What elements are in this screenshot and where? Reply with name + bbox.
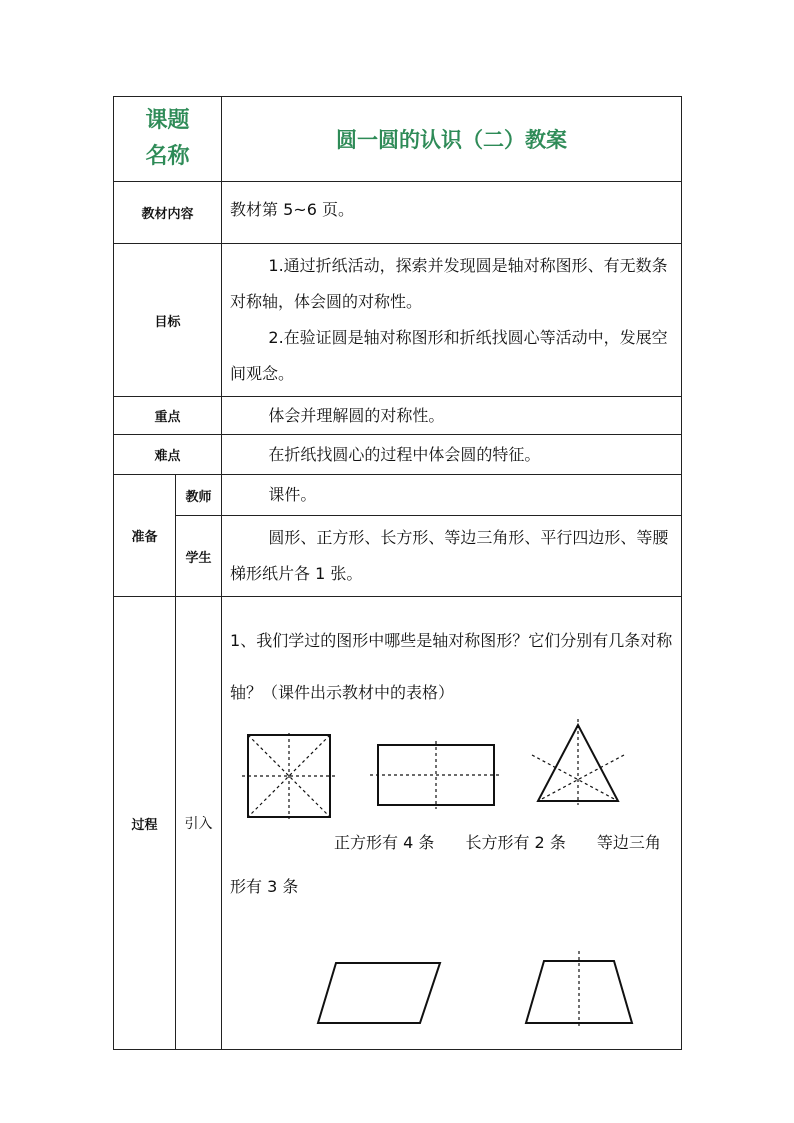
key-point-row (114, 397, 682, 435)
preparation-student-row (114, 516, 682, 597)
lesson-title: 圆一圆的认识（二）教案 (222, 97, 682, 182)
symmetric-figures (230, 719, 675, 839)
material-row (114, 182, 682, 244)
parallelogram-figure (316, 959, 446, 1029)
teacher-label: 教师 (176, 475, 222, 516)
goals-row (114, 244, 682, 397)
caption-square: 正方形有 4 条 (334, 833, 435, 852)
rectangle-figure (370, 741, 500, 811)
key-point-label: 重点 (114, 397, 222, 435)
difficulty-label: 难点 (114, 435, 222, 475)
material-label: 教材内容 (114, 182, 222, 244)
trapezoid-figure (520, 949, 640, 1029)
topic-label-cell (114, 97, 222, 182)
caption-triangle: 等边三角形有 3 条 (230, 833, 661, 896)
goal-item-1: 1.通过折纸活动，探索并发现圆是轴对称图形、有无数条对称轴，体会圆的对称性。 (230, 256, 668, 311)
triangle-figure (528, 719, 628, 809)
lesson-plan-table (113, 96, 682, 1050)
key-point-text: 体会并理解圆的对称性。 (222, 397, 682, 435)
header-row (114, 97, 682, 182)
process-content (222, 597, 682, 1050)
student-label: 学生 (176, 516, 222, 597)
material-text: 教材第 5~6 页。 (222, 182, 682, 244)
topic-label-line2: 名称 (145, 144, 190, 169)
other-figures (230, 909, 675, 1049)
process-label: 过程 (114, 597, 176, 1050)
student-text: 圆形、正方形、长方形、等边三角形、平行四边形、等腰梯形纸片各 1 张。 (222, 516, 682, 597)
goal-item-2: 2.在验证圆是轴对称图形和折纸找圆心等活动中，发展空间观念。 (230, 328, 668, 383)
topic-label-line1: 课题 (145, 108, 190, 133)
preparation-label: 准备 (114, 475, 176, 597)
difficulty-row (114, 435, 682, 475)
intro-question: 1、我们学过的图形中哪些是轴对称图形？它们分别有几条对称轴？（课件出示教材中的表格） (230, 631, 673, 702)
process-row (114, 597, 682, 1050)
preparation-teacher-row (114, 475, 682, 516)
caption-rectangle: 长方形有 2 条 (465, 833, 566, 852)
intro-stage-label: 引入 (176, 597, 222, 1050)
goals-cell (222, 244, 682, 397)
square-figure (240, 731, 340, 821)
teacher-text: 课件。 (222, 475, 682, 516)
goals-label: 目标 (114, 244, 222, 397)
difficulty-text: 在折纸找圆心的过程中体会圆的特征。 (222, 435, 682, 475)
